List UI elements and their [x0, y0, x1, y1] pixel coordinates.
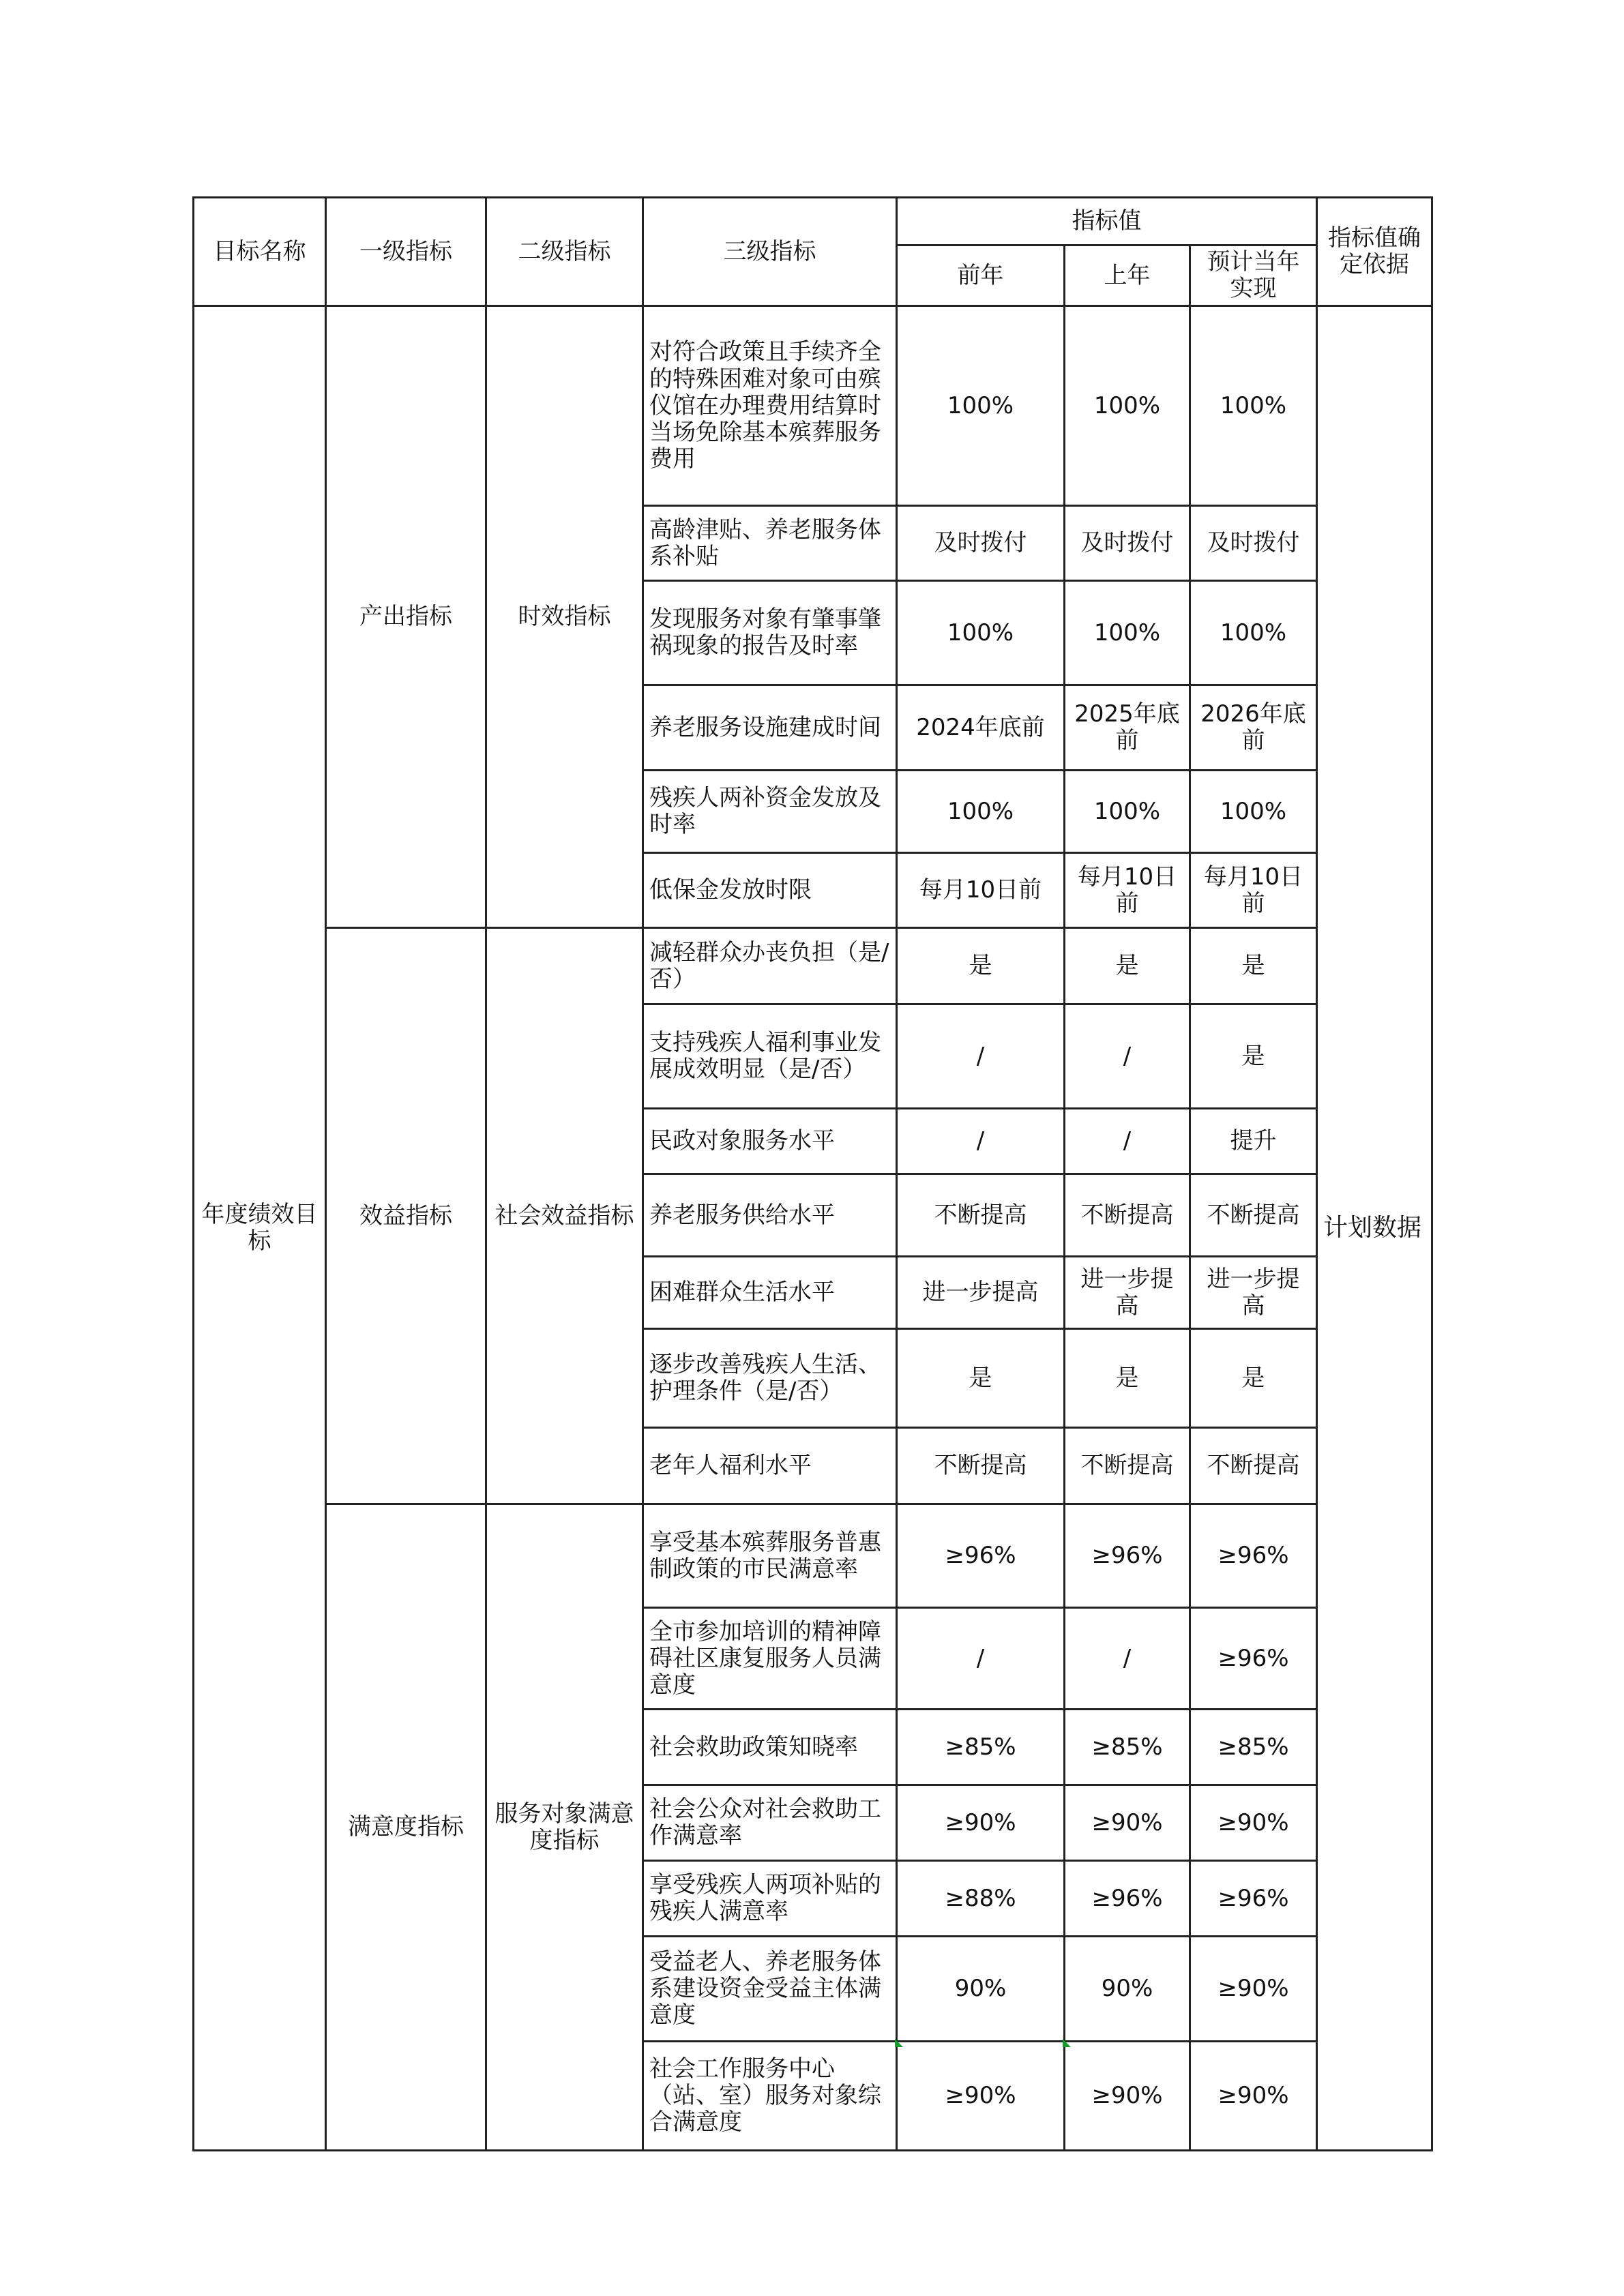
value-year-before-last-cell: 进一步提高 [897, 1257, 1065, 1329]
value-last-year-cell: 及时拨付 [1065, 506, 1190, 581]
header-last-year: 上年 [1065, 245, 1190, 306]
value-expected-cell: 不断提高 [1190, 1428, 1317, 1504]
cell-marker-icon [895, 2039, 903, 2047]
value-last-year-cell: 90% [1065, 1937, 1190, 2042]
level3-indicator-cell: 发现服务对象有肇事肇祸现象的报告及时率 [643, 581, 897, 685]
table-row [194, 1504, 1432, 1608]
value-last-year-cell: 2025年底前 [1065, 685, 1190, 771]
header-basis: 指标值确定依据 [1317, 198, 1432, 306]
value-year-before-last-cell: ≥90% [897, 2042, 1065, 2151]
value-expected-cell: ≥90% [1190, 1937, 1317, 2042]
cell-marker-icon [1063, 2039, 1071, 2047]
value-year-before-last-cell: / [897, 1608, 1065, 1710]
level3-indicator-cell: 享受基本殡葬服务普惠制政策的市民满意率 [643, 1504, 897, 1608]
value-year-before-last-cell: 是 [897, 928, 1065, 1004]
value-last-year-cell: 100% [1065, 771, 1190, 853]
value-expected-cell: 2026年底前 [1190, 685, 1317, 771]
value-last-year-cell: 100% [1065, 306, 1190, 506]
value-expected-cell: ≥85% [1190, 1710, 1317, 1785]
value-year-before-last-cell: 及时拨付 [897, 506, 1065, 581]
level3-indicator-cell: 困难群众生活水平 [643, 1257, 897, 1329]
header-expected-current: 预计当年实现 [1190, 245, 1317, 306]
level2-cell: 时效指标 [486, 306, 643, 928]
value-year-before-last-cell: 2024年底前 [897, 685, 1065, 771]
header-level3: 三级指标 [643, 198, 897, 306]
value-expected-cell: 100% [1190, 306, 1317, 506]
value-year-before-last-cell: 不断提高 [897, 1428, 1065, 1504]
level3-indicator-cell: 社会公众对社会救助工作满意率 [643, 1785, 897, 1861]
value-expected-cell: ≥96% [1190, 1504, 1317, 1608]
value-last-year-cell: ≥90% [1065, 1785, 1190, 1861]
performance-table [192, 196, 1433, 2151]
level3-indicator-cell: 全市参加培训的精神障碍社区康复服务人员满意度 [643, 1608, 897, 1710]
value-year-before-last-cell: 100% [897, 581, 1065, 685]
value-year-before-last-cell: ≥90% [897, 1785, 1065, 1861]
value-last-year-cell: 不断提高 [1065, 1174, 1190, 1257]
value-expected-cell: 及时拨付 [1190, 506, 1317, 581]
level3-indicator-cell: 养老服务供给水平 [643, 1174, 897, 1257]
value-last-year-cell: 是 [1065, 1329, 1190, 1428]
value-year-before-last-cell: 每月10日前 [897, 853, 1065, 928]
value-expected-cell: ≥90% [1190, 1785, 1317, 1861]
level3-indicator-cell: 享受残疾人两项补贴的残疾人满意率 [643, 1861, 897, 1937]
level2-cell: 社会效益指标 [486, 928, 643, 1504]
value-expected-cell: 是 [1190, 928, 1317, 1004]
value-year-before-last-cell: / [897, 1109, 1065, 1174]
value-expected-cell: 是 [1190, 1004, 1317, 1109]
level3-indicator-cell: 养老服务设施建成时间 [643, 685, 897, 771]
table-row [194, 306, 1432, 506]
header-indicator-value: 指标值 [897, 198, 1317, 245]
header-level2: 二级指标 [486, 198, 643, 306]
value-last-year-cell: ≥90% [1065, 2042, 1190, 2151]
level3-indicator-cell: 民政对象服务水平 [643, 1109, 897, 1174]
value-expected-cell: 进一步提高 [1190, 1257, 1317, 1329]
value-expected-cell: ≥96% [1190, 1861, 1317, 1937]
level3-indicator-cell: 受益老人、养老服务体系建设资金受益主体满意度 [643, 1937, 897, 2042]
value-last-year-cell: 100% [1065, 581, 1190, 685]
level3-indicator-cell: 低保金发放时限 [643, 853, 897, 928]
level2-cell: 服务对象满意度指标 [486, 1504, 643, 2151]
value-year-before-last-cell: ≥88% [897, 1861, 1065, 1937]
value-last-year-cell: 每月10日前 [1065, 853, 1190, 928]
value-year-before-last-cell: ≥85% [897, 1710, 1065, 1785]
value-year-before-last-cell: 是 [897, 1329, 1065, 1428]
value-year-before-last-cell: 100% [897, 306, 1065, 506]
value-last-year-cell: 是 [1065, 928, 1190, 1004]
header-level1: 一级指标 [326, 198, 486, 306]
value-last-year-cell: / [1065, 1608, 1190, 1710]
basis-cell: 计划数据 [1317, 306, 1432, 2151]
value-last-year-cell: 进一步提高 [1065, 1257, 1190, 1329]
value-year-before-last-cell: 100% [897, 771, 1065, 853]
value-last-year-cell: / [1065, 1109, 1190, 1174]
level3-indicator-cell: 社会救助政策知晓率 [643, 1710, 897, 1785]
table-row [194, 928, 1432, 1004]
value-expected-cell: 提升 [1190, 1109, 1317, 1174]
header-goal-name: 目标名称 [194, 198, 326, 306]
level1-cell: 满意度指标 [326, 1504, 486, 2151]
header-year-before-last: 前年 [897, 245, 1065, 306]
value-last-year-cell: ≥96% [1065, 1861, 1190, 1937]
value-expected-cell: 不断提高 [1190, 1174, 1317, 1257]
level3-indicator-cell: 高龄津贴、养老服务体系补贴 [643, 506, 897, 581]
value-year-before-last-cell: 90% [897, 1937, 1065, 2042]
value-expected-cell: 100% [1190, 771, 1317, 853]
level3-indicator-cell: 残疾人两补资金发放及时率 [643, 771, 897, 853]
goal-name-cell: 年度绩效目标 [194, 306, 326, 2151]
level3-indicator-cell: 老年人福利水平 [643, 1428, 897, 1504]
value-last-year-cell: / [1065, 1004, 1190, 1109]
value-year-before-last-cell: 不断提高 [897, 1174, 1065, 1257]
level1-cell: 效益指标 [326, 928, 486, 1504]
value-expected-cell: 是 [1190, 1329, 1317, 1428]
level3-indicator-cell: 减轻群众办丧负担（是/否） [643, 928, 897, 1004]
value-last-year-cell: ≥85% [1065, 1710, 1190, 1785]
level1-cell: 产出指标 [326, 306, 486, 928]
level3-indicator-cell: 支持残疾人福利事业发展成效明显（是/否） [643, 1004, 897, 1109]
value-year-before-last-cell: / [897, 1004, 1065, 1109]
value-expected-cell: 每月10日前 [1190, 853, 1317, 928]
value-expected-cell: 100% [1190, 581, 1317, 685]
value-year-before-last-cell: ≥96% [897, 1504, 1065, 1608]
value-expected-cell: ≥96% [1190, 1608, 1317, 1710]
level3-indicator-cell: 社会工作服务中心（站、室）服务对象综合满意度 [643, 2042, 897, 2151]
level3-indicator-cell: 对符合政策且手续齐全的特殊困难对象可由殡仪馆在办理费用结算时当场免除基本殡葬服务费用 [643, 306, 897, 506]
level3-indicator-cell: 逐步改善残疾人生活、护理条件（是/否） [643, 1329, 897, 1428]
value-last-year-cell: ≥96% [1065, 1504, 1190, 1608]
value-expected-cell: ≥90% [1190, 2042, 1317, 2151]
value-last-year-cell: 不断提高 [1065, 1428, 1190, 1504]
